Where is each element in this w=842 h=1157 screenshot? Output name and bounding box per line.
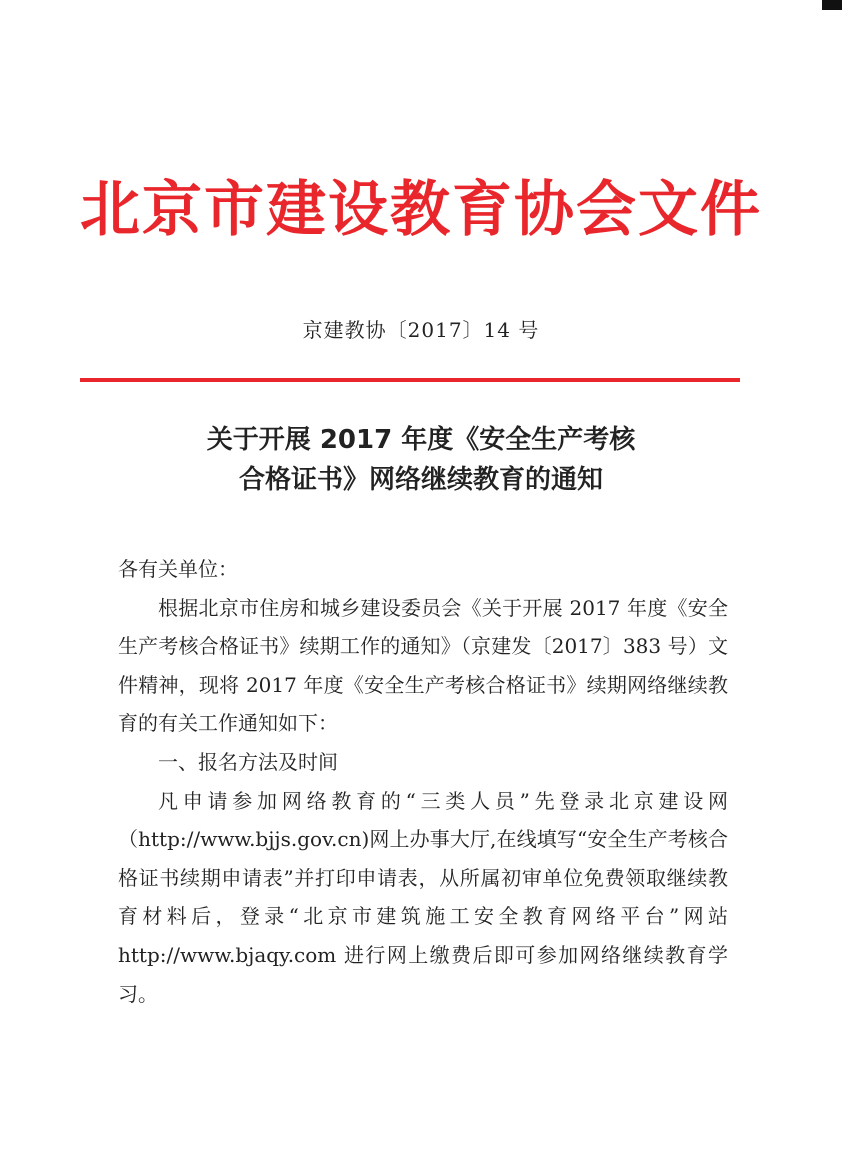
section-heading-1: 一、报名方法及时间 [158, 749, 338, 774]
body-paragraph-2: 凡申请参加网络教育的“三类人员”先登录北京建设网（http://www.bjjs.gov.cn)网上办事大厅,在线填写“安全生产考核合格证书续期申请表”并打印申请表，从所属初审单位免费领取继续教育材料后，登录“北京市建筑施工安全教育网络平台”网站 http://www.bjaqy.com 进行网上缴费后即可参加网络继续教育学习。 [118, 788, 728, 1006]
body-paragraph-1: 根据北京市住房和城乡建设委员会《关于开展 2017 年度《安全生产考核合格证书》续期工作的通知》（京建发〔2017〕383 号）文件精神，现将 2017 年度《安全生产考核合格证书》续期网络继续教育的有关工作通知如下： [118, 595, 728, 736]
document-number: 京建教协〔2017〕14 号 [302, 318, 540, 342]
masthead-title: 北京市建设教育协会文件 [80, 175, 762, 245]
notice-title [0, 420, 842, 500]
notice-title-line-2: 合格证书》网络继续教育的通知 [238, 465, 603, 495]
notice-title-line-1: 关于开展 2017 年度《安全生产考核 [206, 425, 636, 455]
notice-body [118, 550, 728, 1013]
salutation: 各有关单位： [118, 557, 238, 581]
scan-corner-mark [822, 0, 842, 10]
red-divider-rule [80, 378, 740, 382]
